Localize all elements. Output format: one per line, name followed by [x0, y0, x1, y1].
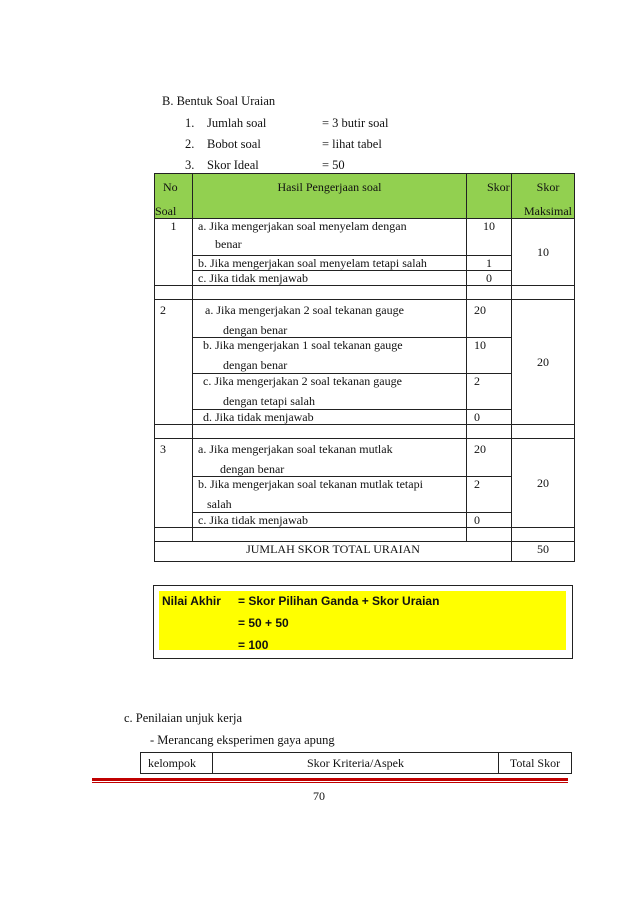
criteria-cell: c. Jika tidak menjawab	[193, 271, 467, 286]
list-item-value: = 50	[322, 158, 345, 172]
rubric-header-row	[155, 174, 575, 219]
criteria-cell	[193, 300, 467, 338]
criteria-text-cont: salah	[207, 497, 232, 511]
final-score-formula: = Skor Pilihan Ganda + Skor Uraian	[238, 594, 440, 608]
header-no-soal	[155, 174, 193, 219]
criteria-text-cont: benar	[215, 237, 242, 251]
performance-header-row	[141, 753, 572, 774]
criteria-cell	[193, 219, 467, 256]
score-cell: 10	[467, 219, 512, 256]
section-c-heading: c. Penilaian unjuk kerja	[124, 711, 243, 725]
table-row	[155, 439, 575, 477]
criteria-text: c. Jika mengerjakan 2 soal tekanan gauge	[203, 374, 402, 388]
performance-table	[140, 752, 572, 774]
list-item-label: Bobot soal	[207, 137, 261, 151]
final-score-result: = 100	[238, 638, 269, 652]
question-number: 1	[155, 219, 193, 286]
list-item-number: 2.	[185, 137, 195, 151]
criteria-text-cont: dengan benar	[223, 323, 288, 337]
criteria-text-cont: dengan tetapi salah	[223, 394, 315, 408]
criteria-cell: d. Jika tidak menjawab	[193, 410, 467, 425]
criteria-text-cont: dengan benar	[223, 358, 288, 372]
footer-rule-thick	[92, 778, 568, 781]
list-item-value: = lihat tabel	[322, 137, 382, 151]
final-score-label: Nilai Akhir	[162, 594, 221, 608]
criteria-cell: b. Jika mengerjakan soal menyelam tetapi salah	[193, 256, 467, 271]
header-max-line1: Skor	[536, 180, 560, 194]
criteria-cell	[193, 477, 467, 513]
score-cell: 0	[467, 513, 512, 528]
score-cell: 20	[467, 300, 512, 338]
list-item-value: = 3 butir soal	[322, 116, 389, 130]
max-score-cell: 20	[512, 300, 575, 425]
criteria-cell	[193, 374, 467, 410]
criteria-cell	[193, 439, 467, 477]
score-cell: 1	[467, 256, 512, 271]
final-score-sum: = 50 + 50	[238, 616, 289, 630]
criteria-text: b. Jika mengerjakan soal tekanan mutlak tetapi	[198, 477, 423, 491]
header-total-skor: Total Skor	[499, 753, 572, 774]
header-kelompok: kelompok	[141, 753, 213, 774]
score-cell: 10	[467, 338, 512, 374]
rubric-table	[154, 173, 575, 562]
score-cell: 2	[467, 374, 512, 410]
criteria-text-cont: dengan benar	[220, 462, 285, 476]
list-item-number: 3.	[185, 158, 195, 172]
criteria-cell	[193, 338, 467, 374]
final-score-box	[153, 585, 573, 659]
total-row	[155, 542, 575, 562]
header-max-line2: Maksimal	[524, 204, 572, 218]
score-cell: 0	[467, 410, 512, 425]
spacer-row	[155, 425, 575, 439]
max-score-cell: 10	[512, 219, 575, 286]
criteria-text: b. Jika mengerjakan 1 soal tekanan gauge	[203, 338, 403, 352]
header-skor-kriteria: Skor Kriteria/Aspek	[213, 753, 499, 774]
spacer-row	[155, 286, 575, 300]
max-score-cell: 20	[512, 439, 575, 528]
spacer-row	[155, 528, 575, 542]
list-item-label: Jumlah soal	[207, 116, 267, 130]
footer-rule-thin	[92, 782, 568, 783]
page-number: 70	[313, 789, 325, 803]
header-hasil: Hasil Pengerjaan soal	[193, 174, 467, 219]
total-label: JUMLAH SKOR TOTAL URAIAN	[155, 542, 512, 562]
header-soal-label: Soal	[155, 204, 177, 218]
header-skor: Skor	[467, 174, 512, 219]
table-row	[155, 300, 575, 338]
question-number: 3	[155, 439, 193, 528]
question-number: 2	[155, 300, 193, 425]
table-row	[155, 219, 575, 256]
criteria-cell: c. Jika tidak menjawab	[193, 513, 467, 528]
list-item-label: Skor Ideal	[207, 158, 259, 172]
section-b-heading: B. Bentuk Soal Uraian	[162, 94, 276, 108]
score-cell: 2	[467, 477, 512, 513]
section-c-subitem: - Merancang eksperimen gaya apung	[150, 733, 335, 747]
score-cell: 0	[467, 271, 512, 286]
criteria-text: a. Jika mengerjakan 2 soal tekanan gauge	[205, 303, 404, 317]
criteria-text: a. Jika mengerjakan soal menyelam dengan	[198, 219, 407, 233]
criteria-text: a. Jika mengerjakan soal tekanan mutlak	[198, 442, 393, 456]
total-value: 50	[512, 542, 575, 562]
header-no-label: No	[163, 180, 178, 194]
list-item-number: 1.	[185, 116, 195, 130]
header-skor-maksimal	[512, 174, 575, 219]
score-cell: 20	[467, 439, 512, 477]
